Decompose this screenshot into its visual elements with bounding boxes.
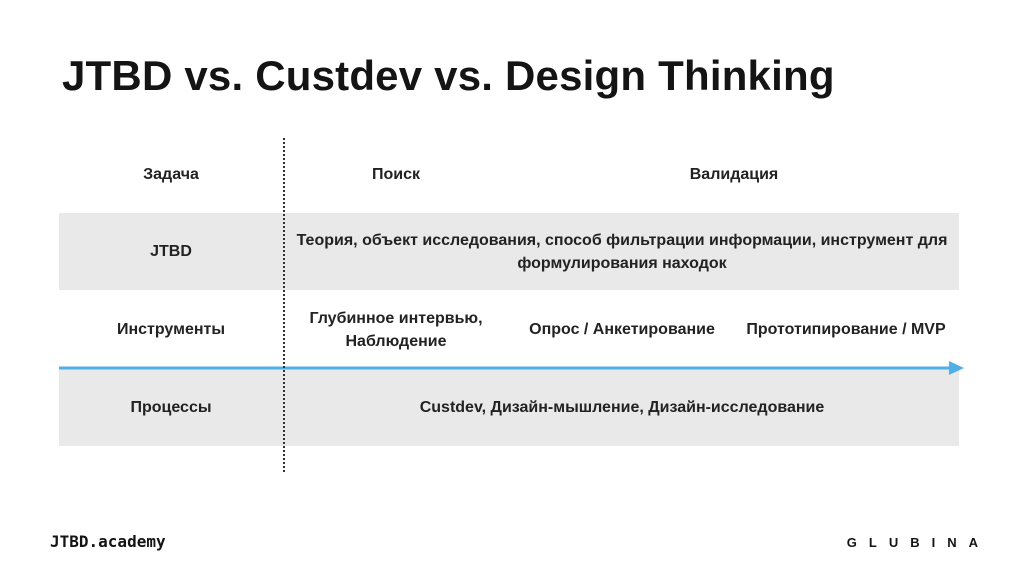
tool-prototyping: Прототипирование / MVP <box>746 321 946 338</box>
processes-row-label: Процессы <box>130 399 212 416</box>
tool-survey: Опрос / Анкетирование <box>529 321 715 338</box>
processes-row-content: Custdev, Дизайн-мышление, Дизайн-исследование <box>419 399 825 416</box>
glubina-logo: GLUBINA <box>846 535 990 550</box>
tools-row-label: Инструменты <box>116 321 226 338</box>
dotted-divider <box>283 138 285 472</box>
jtbd-row-label: JTBD <box>150 243 192 260</box>
header-task-label: Задача <box>143 166 199 183</box>
header-validation: Валидация <box>689 166 779 183</box>
timeline-arrow <box>59 360 964 376</box>
header-search: Поиск <box>371 166 420 183</box>
footer-site-label: JTBD.academy <box>50 532 166 551</box>
jtbd-row-content: Теория, объект исследования, способ фильтрации информации, инструмент для формулирования находок <box>296 232 948 272</box>
tool-in-depth-interview: Глубинное интервью, Наблюдение <box>309 310 483 350</box>
slide-title: JTBD vs. Custdev vs. Design Thinking <box>62 52 835 99</box>
